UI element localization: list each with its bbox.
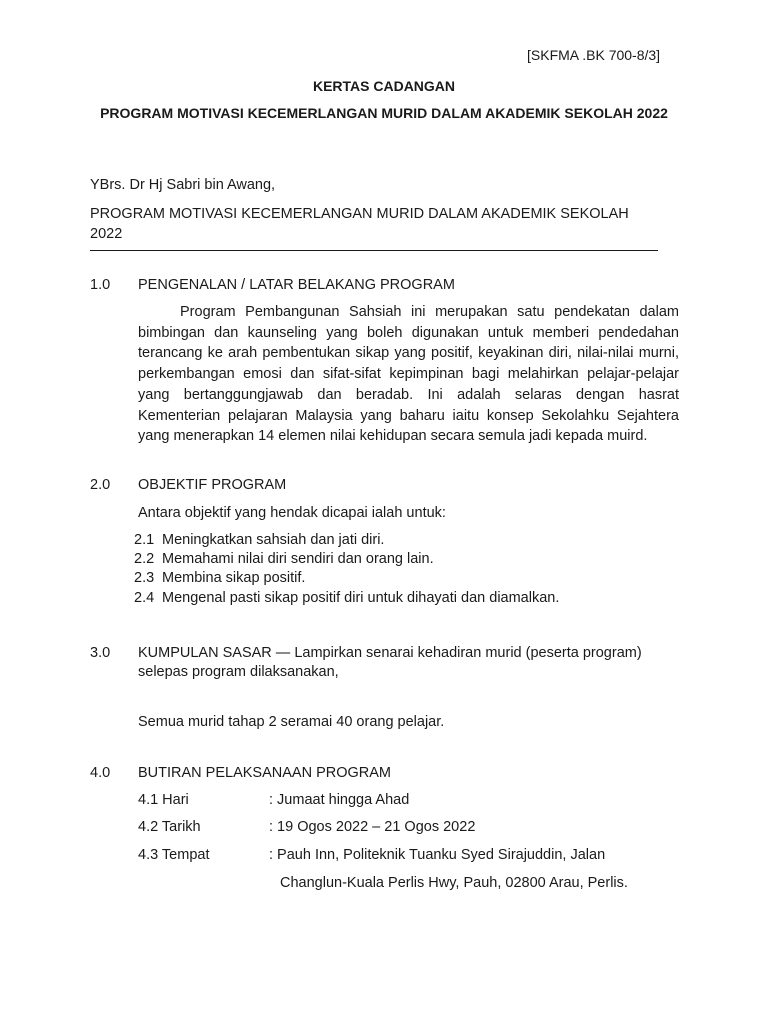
section-2-heading: OBJEKTIF PROGRAM <box>138 477 287 493</box>
salutation: YBrs. Dr Hj Sabri bin Awang, <box>90 177 276 193</box>
section-3-body: Semua murid tahap 2 seramai 40 orang pelajar. <box>138 714 445 730</box>
objective-item <box>134 570 305 586</box>
section-4-heading: BUTIRAN PELAKSANAAN PROGRAM <box>138 765 391 781</box>
detail-label-date: 4.2 Tarikh <box>138 819 201 835</box>
section-1-number: 1.0 <box>90 277 111 293</box>
objective-number: 2.4 <box>134 590 155 606</box>
detail-value-date: : 19 Ogos 2022 – 21 Ogos 2022 <box>269 819 476 835</box>
section-3-heading-line-1: KUMPULAN SASAR — Lampirkan senarai kehadiran murid (peserta program) <box>138 645 642 661</box>
section-3-heading-line-2: selepas program dilaksanakan, <box>138 664 339 680</box>
reference-number: [SKFMA .BK 700-8/3] <box>527 47 661 63</box>
document-title: KERTAS CADANGAN <box>312 78 456 94</box>
subject-underline-divider <box>90 250 658 251</box>
objective-number: 2.3 <box>134 570 155 586</box>
detail-value-day: : Jumaat hingga Ahad <box>269 792 410 808</box>
section-2-intro: Antara objektif yang hendak dicapai ialah untuk: <box>138 505 446 521</box>
detail-label-day: 4.1 Hari <box>138 792 189 808</box>
objective-item <box>134 590 559 606</box>
detail-label-venue: 4.3 Tempat <box>138 847 210 863</box>
section-3-number: 3.0 <box>90 645 111 661</box>
document-subtitle: PROGRAM MOTIVASI KECEMERLANGAN MURID DALAM AKADEMIK SEKOLAH 2022 <box>100 105 668 121</box>
objective-text: Mengenal pasti sikap positif diri untuk dihayati dan diamalkan. <box>162 590 560 606</box>
objective-item <box>134 532 384 548</box>
objective-text: Meningkatkan sahsiah dan jati diri. <box>162 532 385 548</box>
section-4-number: 4.0 <box>90 765 111 781</box>
detail-value-venue: : Pauh Inn, Politeknik Tuanku Syed Sirajuddin, Jalan <box>269 847 606 863</box>
objective-text: Membina sikap positif. <box>162 570 306 586</box>
objective-number: 2.1 <box>134 532 155 548</box>
objective-item <box>134 551 434 567</box>
section-2-number: 2.0 <box>90 477 111 493</box>
subject-line: PROGRAM MOTIVASI KECEMERLANGAN MURID DALAM AKADEMIK SEKOLAH 2022 <box>90 206 629 242</box>
objective-text: Memahami nilai diri sendiri dan orang lain. <box>162 551 434 567</box>
section-1-heading: PENGENALAN / LATAR BELAKANG PROGRAM <box>138 277 455 293</box>
section-1-body: Program Pembangunan Sahsiah ini merupakan satu pendekatan dalam bimbingan dan kaunseling yang boleh digunakan untuk memberi pendedahan terancang ke arah pembentukan sikap yang positif, keyakinan diri, nilai-nilai murni, perkembangan emosi dan sifat-sifat kepimpinan bagi melahirkan pelajar-pelajar yang bertanggungjawab dan beradab. Ini adalah selaras dengan hasrat Kementerian pelajaran Malaysia yang baharu iaitu konsep Sekolahku Sejahtera yang menerapkan 14 elemen nilai kehidupan secara semula jadi kepada muird. <box>138 304 679 445</box>
objective-number: 2.2 <box>134 551 155 567</box>
detail-value-venue-continued: Changlun-Kuala Perlis Hwy, Pauh, 02800 Arau, Perlis. <box>280 875 628 891</box>
